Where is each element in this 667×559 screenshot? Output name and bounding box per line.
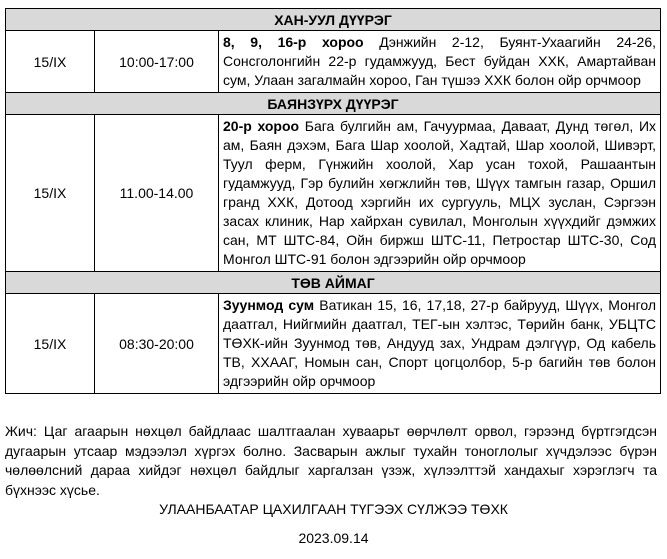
section-header-row [6, 93, 661, 115]
area-cell [219, 31, 661, 93]
area-text: Бага булгийн ам, Гачуурмаа, Даваат, Дунд төгөл, Их ам, Баян дэхэм, Бага Шар хоолой, Хадтай, Шар хоолой, Шивэрт, Туул ферм, Гүнжийн хоолой, Хар усан тохой, Рашаантын гудамжууд, Гэр булийн хөгжлийн төв, Шүүх тамгын газар, Оршил гранд ХХК, Дотоод хэргийн их сургууль, МЦХ зуслан, Сэргээн засах клиник, Нар хайрхан сувилал, Монголын хүүхдийг дэмжих сан, МТ ШТС-84, Ойн биржш ШТС-11, Петростар ШТС-30, Сод Монгол ШТС-91 болон эдгээрийн ойр орчмоор [223, 118, 657, 267]
area-cell [219, 115, 661, 272]
section-header-row [6, 272, 661, 294]
district-header: ХАН-УУЛ ДҮҮРЭГ [6, 9, 661, 31]
area-bold: 8, 9, 16-р хороо [223, 34, 364, 50]
area-cell [219, 294, 661, 394]
date-cell: 15/IX [6, 31, 95, 93]
area-text: Дэнжийн 2-12, Буянт-Ухаагийн 24-26, Сонсголонгийн 22-р гудамжууд, Бест буйдан ХХК, Амартайван сум, Улаан загалмайн хороо, Ган түшээ ХХК болон ойр орчмоор [223, 34, 657, 88]
area-bold: 20-р хороо [223, 118, 300, 134]
district-header: ТӨВ АЙМАГ [6, 272, 661, 294]
section-header-row [6, 9, 661, 31]
table-row [6, 294, 661, 394]
note-paragraph: Жич: Цаг агаарын нөхцөл байдлаас шалтгаалан хуваарьт өөрчлөлт орвол, гэрээнд бүртгэгдсэн дугаарын утсаар мэдээлэл хүргэх болно. Засварын ажлыг тухайн тоноглолыг хүчдэлээс бүрэн чөлөөлсний дараа хийдэг нөхцөл байдлыг харгалзан үзэж, хүлээлттэй хандахыг хэрэглэгч та бүхнээс хүсье. [5, 423, 657, 498]
time-cell: 10:00-17:00 [95, 31, 219, 93]
area-text: Ватикан 15, 16, 17,18, 27-р байрууд, Шүүх, Монгол даатгал, Нийгмийн даатгал, ТЕГ-ын хэлтэс, Төрийн банк, УБЦТС ТӨХК-ийн Зуунмод төв, Андууд зах, Ундрам дэлгүүр, Од кабель ТВ, ХХААГ, Номын сан, Спорт цогцолбор, 5-р багийн төв болон эдгээрийн ойр орчмоор [223, 297, 657, 389]
issue-date: 2023.09.14 [298, 530, 369, 546]
outage-schedule-table [5, 8, 661, 394]
area-bold: Зуунмод сум [223, 297, 315, 313]
time-cell: 08:30-20:00 [95, 294, 219, 394]
time-cell: 11.00-14.00 [95, 115, 219, 272]
district-header: БАЯНЗҮРХ ДҮҮРЭГ [6, 93, 661, 115]
organization-name: УЛААНБААТАР ЦАХИЛГААН ТҮГЭЭХ СҮЛЖЭЭ ТӨХК [159, 501, 508, 517]
table-row [6, 115, 661, 272]
date-cell: 15/IX [6, 294, 95, 394]
table-row [6, 31, 661, 93]
date-cell: 15/IX [6, 115, 95, 272]
